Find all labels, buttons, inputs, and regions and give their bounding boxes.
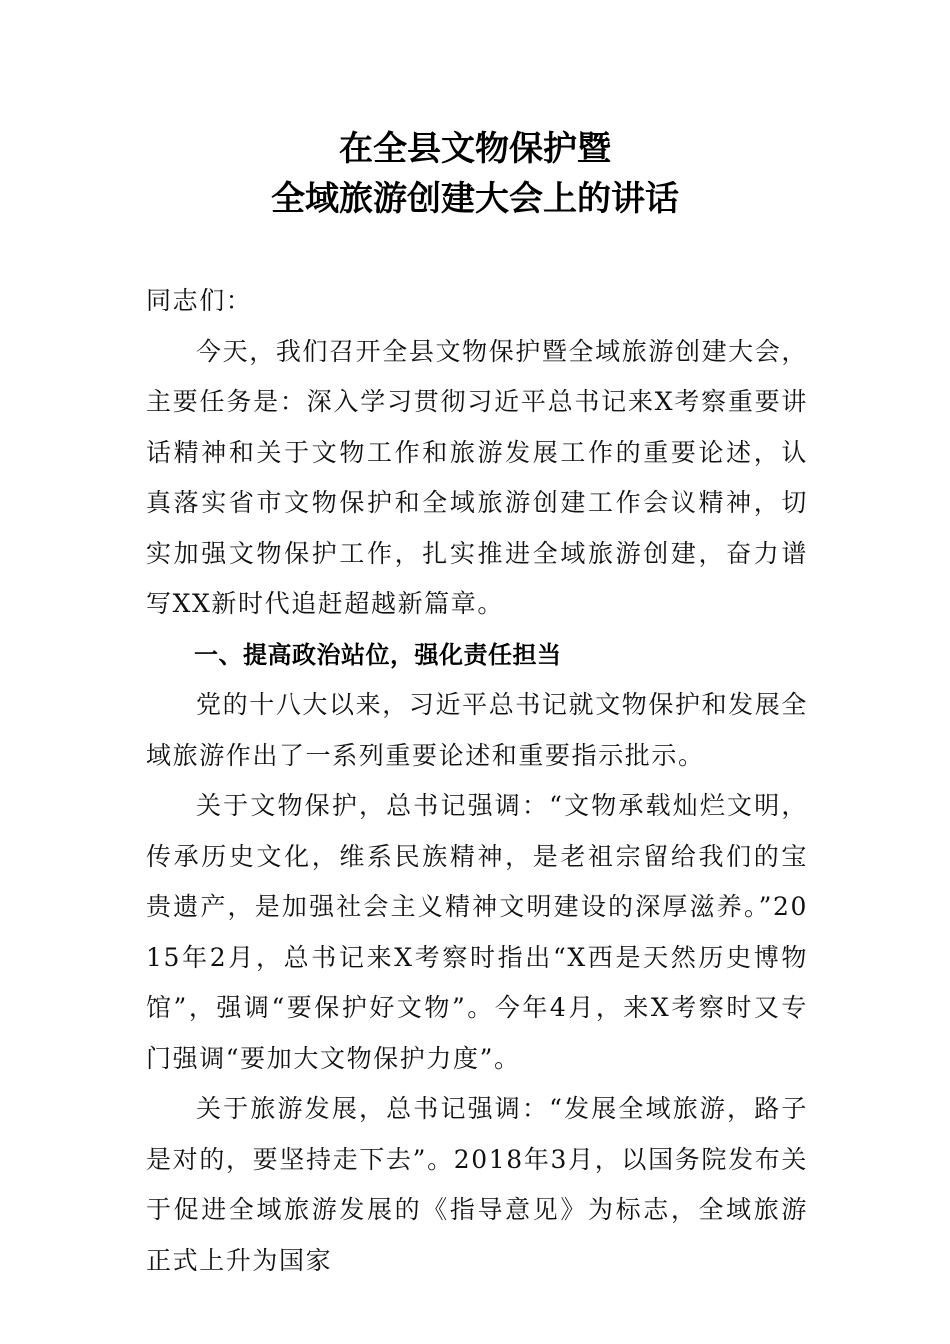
paragraph-section-1-overview: 党的十八大以来，习近平总书记就文物保护和发展全域旅游作出了一系列重要论述和重要指示批示。 — [146, 690, 808, 770]
paragraph-intro: 今天，我们召开全县文物保护暨全域旅游创建大会，主要任务是：深入学习贯彻习近平总书记来X考察重要讲话精神和关于文物工作和旅游发展工作的重要论述，认真落实省市文物保护和全域旅游创建工作会议精神，切实加强文物保护工作，扎实推进全域旅游创建，奋力谱写XX新时代追赶超越新篇章。 — [146, 336, 808, 618]
document-title-line-1: 在全县文物保护暨 — [339, 129, 611, 169]
document-body — [146, 276, 808, 1286]
section-heading-1: 一、提高政治站位，强化责任担当 — [194, 640, 562, 669]
paragraph-tourism: 关于旅游发展，总书记强调：“发展全域旅游，路子是对的，要坚持走下去”。2018年3月，以国务院发布关于促进全域旅游发展的《指导意见》为标志，全域旅游正式上升为国家 — [146, 1094, 808, 1275]
salutation: 同志们： — [146, 286, 253, 315]
document-title-line-2: 全域旅游创建大会上的讲话 — [271, 179, 679, 219]
paragraph-cultural-relics: 关于文物保护，总书记强调：“文物承载灿烂文明，传承历史文化，维系民族精神，是老祖宗留给我们的宝贵遗产，是加强社会主义精神文明建设的深厚滋养。”2015年2月，总书记来X考察时指出“X西是天然历史博物馆”，强调“要保护好文物”。今年4月，来X考察时又专门强调“要加大文物保护力度”。 — [146, 791, 808, 1073]
